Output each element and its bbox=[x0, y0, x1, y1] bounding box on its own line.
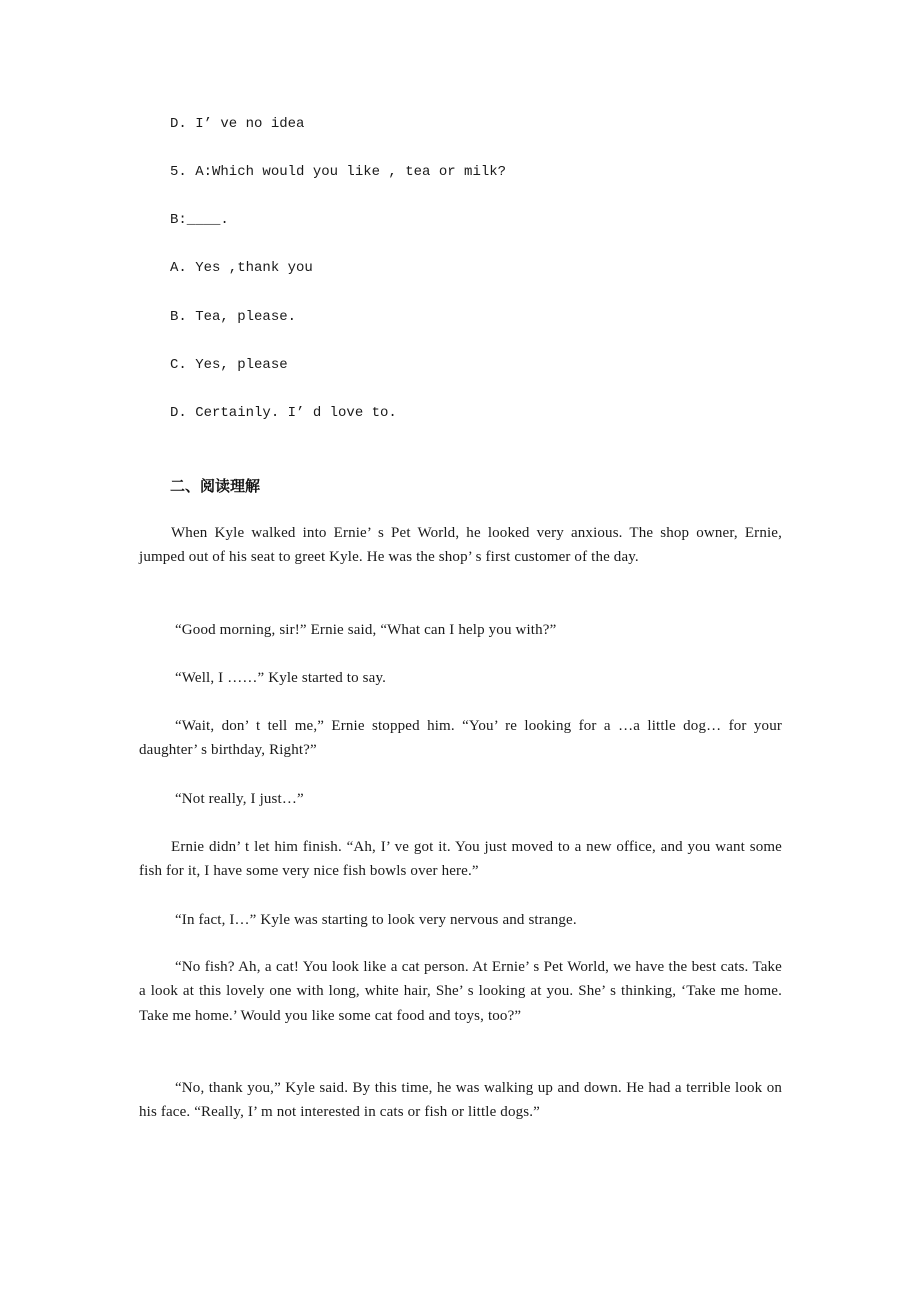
q5-answer-blank: B:____. bbox=[170, 212, 229, 228]
passage-paragraph-6: Ernie didn’ t let him finish. “Ah, I’ ve got it. You just moved to a new office, and you want some fish for it, I have some very nice fish bowls over here.” bbox=[139, 839, 782, 880]
section-heading: 二、阅读理解 bbox=[170, 477, 261, 495]
passage-paragraph-2: “Good morning, sir!” Ernie said, “What can I help you with?” bbox=[175, 622, 557, 638]
passage-paragraph-4: “Wait, don’ t tell me,” Ernie stopped him. “You’ re looking for a …a little dog… for your daughter’ s birthday, Right?” bbox=[139, 718, 782, 759]
q4-option-d: D. I’ ve no idea bbox=[170, 116, 305, 132]
q5-prompt: 5. A:Which would you like , tea or milk? bbox=[170, 164, 507, 180]
q5-option-c: C. Yes, please bbox=[170, 357, 288, 373]
q5-option-a: A. Yes ,thank you bbox=[170, 260, 313, 276]
passage-paragraph-9: “No, thank you,” Kyle said. By this time, he was walking up and down. He had a terrible look on his face. “Really, I’ m not interested in cats or fish or little dogs.” bbox=[139, 1080, 782, 1121]
passage-paragraph-7: “In fact, I…” Kyle was starting to look very nervous and strange. bbox=[175, 912, 577, 928]
q5-option-b: B. Tea, please. bbox=[170, 309, 297, 325]
passage-paragraph-5: “Not really, I just…” bbox=[175, 791, 304, 807]
q5-option-d: D. Certainly. I’ d love to. bbox=[170, 405, 397, 421]
passage-paragraph-8: “No fish? Ah, a cat! You look like a cat person. At Ernie’ s Pet World, we have the best cats. Take a look at this lovely one with long, white hair, She’ s looking at you. She’ s thinking, ‘Take me home. Take me home.’ Would you like some cat food and toys, too?” bbox=[139, 959, 782, 1024]
passage-paragraph-1: When Kyle walked into Ernie’ s Pet World, he looked very anxious. The shop owner, Ernie, jumped out of his seat to greet Kyle. He was the shop’ s first customer of the day. bbox=[139, 525, 782, 566]
passage-paragraph-3: “Well, I ……” Kyle started to say. bbox=[175, 670, 387, 686]
